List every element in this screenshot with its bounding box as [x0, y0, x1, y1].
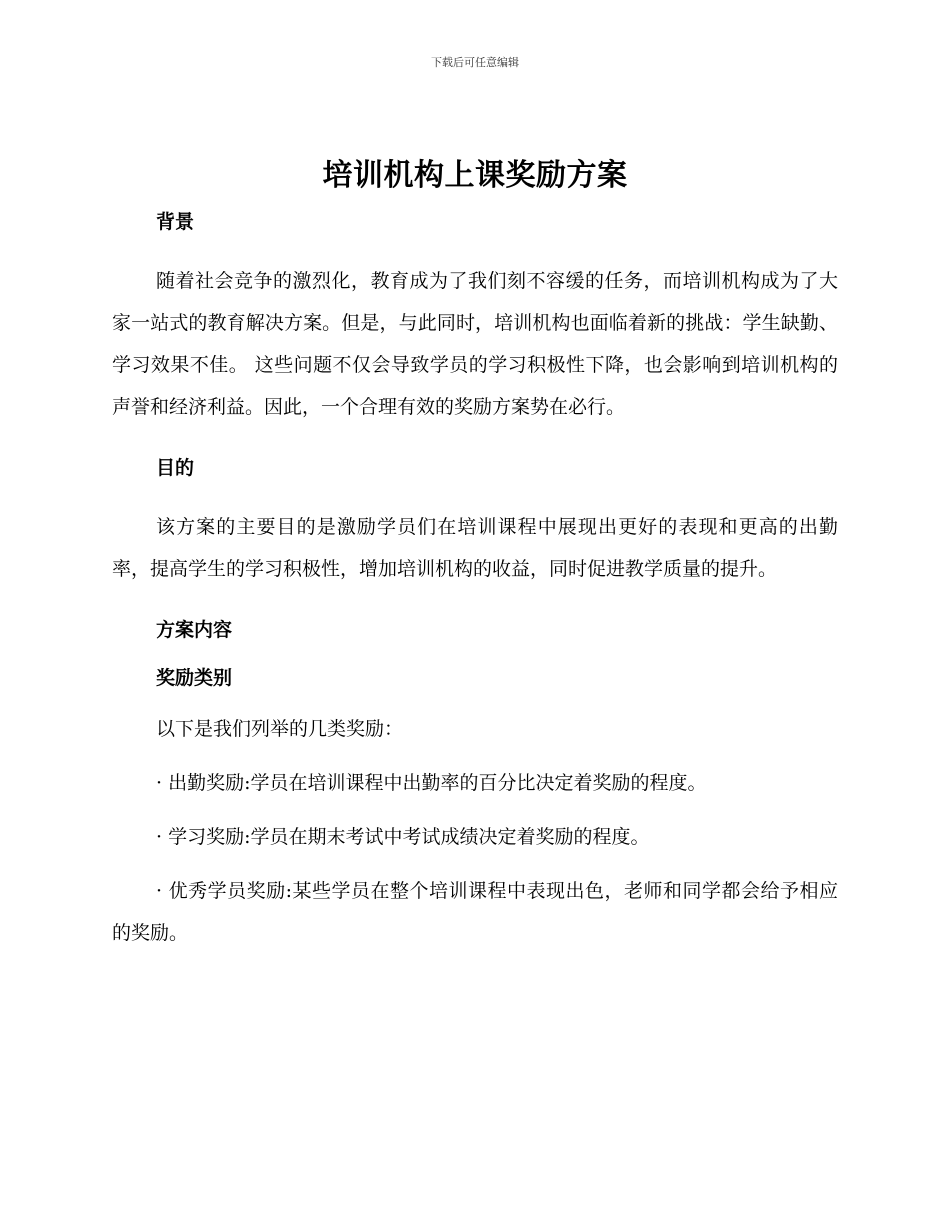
reward-item-study: · 学习奖励:学员在期末考试中考试成绩决定着奖励的程度。	[156, 826, 650, 848]
section-heading-background: 背景	[156, 211, 195, 233]
purpose-paragraph: 该方案的主要目的是激励学员们在培训课程中展现出更好的表现和更高的出勤率，提高学生的学习积极性，增加培训机构的收益，同时促进教学质量的提升。	[112, 516, 838, 580]
section-heading-reward-types: 奖励类别	[156, 667, 233, 689]
reward-types-intro: 以下是我们列举的几类奖励：	[156, 718, 404, 740]
background-paragraph: 随着社会竞争的激烈化，教育成为了我们刻不容缓的任务，而培训机构成为了大家一站式的教育解决方案。但是，与此同时，培训机构也面临着新的挑战：学生缺勤、学习效果不佳。 这些问题不仅会导致学员的学习积极性下降，也会影响到培训机构的声誉和经济利益。因此，一个合理有效的奖励方案势在必行。	[112, 270, 838, 418]
reward-item-outstanding: · 优秀学员奖励:某些学员在整个培训课程中表现出色，老师和同学都会给予相应的奖励。	[112, 880, 838, 944]
document-body	[112, 202, 838, 954]
reward-item-attendance: · 出勤奖励:学员在培训课程中出勤率的百分比决定着奖励的程度。	[156, 772, 707, 794]
section-heading-content: 方案内容	[156, 619, 233, 641]
section-heading-purpose: 目的	[156, 457, 195, 479]
document-title: 培训机构上课奖励方案	[322, 158, 628, 193]
header-note: 下载后可任意编辑	[431, 56, 519, 69]
